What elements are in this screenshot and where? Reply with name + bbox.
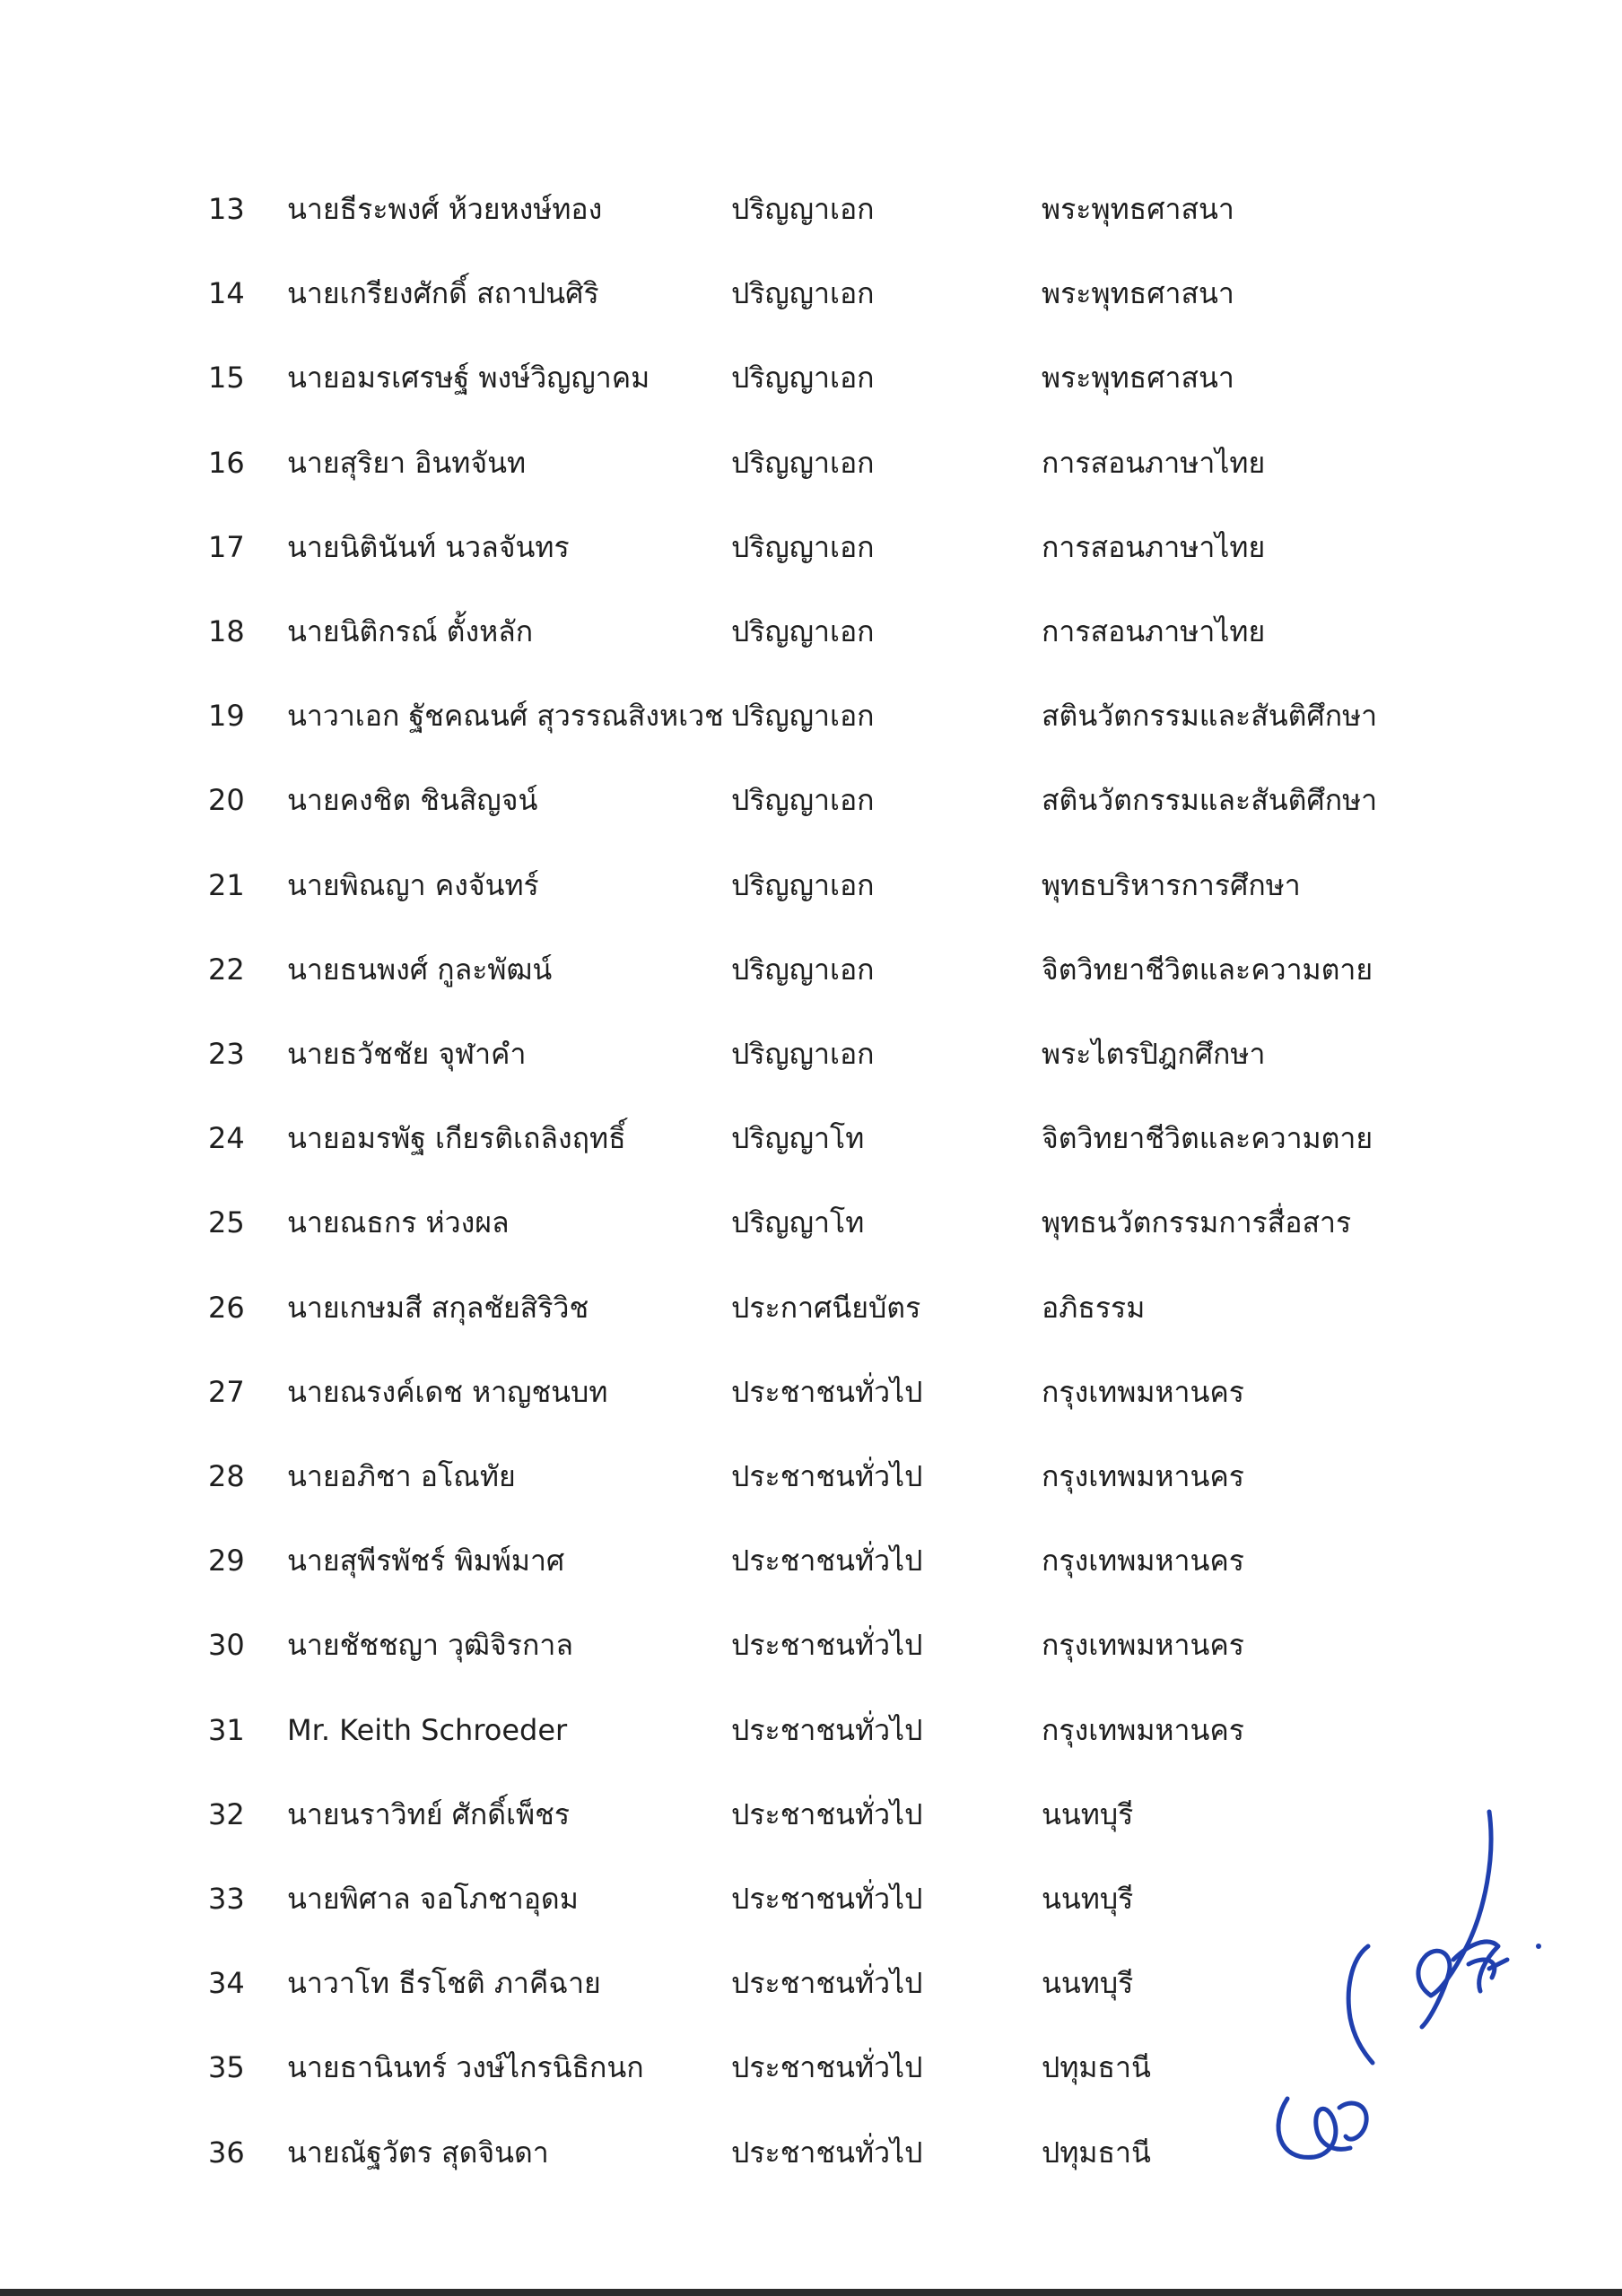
field-of-study: พระพุทธศาสนา [1042,192,1234,226]
row-number: 34 [208,1966,245,2000]
row-number: 28 [208,1459,245,1493]
row-number: 33 [208,1882,245,1916]
list-row [0,689,1622,743]
scan-bottom-edge [0,2289,1622,2296]
field-of-study: อภิธรรม [1042,1291,1146,1325]
degree-level: ประชาชนทั่วไป [731,1966,923,2000]
field-of-study: พระพุทธศาสนา [1042,276,1234,310]
field-of-study: จิตวิทยาชีวิตและความตาย [1042,952,1373,987]
person-name: นายพิศาล จอโภชาอุดม [287,1882,579,1916]
field-of-study: พุทธบริหารการศึกษา [1042,868,1301,902]
row-number: 24 [208,1121,245,1155]
person-name: นายณัฐวัตร สุดจินดา [287,2135,549,2170]
degree-level: ปริญญาเอก [731,952,875,987]
list-row [0,1027,1622,1081]
row-number: 14 [208,276,245,310]
row-number: 23 [208,1037,245,1071]
list-row [0,858,1622,912]
field-of-study: ปทุมธานี [1042,2135,1151,2170]
row-number: 20 [208,783,245,817]
person-name: นายนิตินันท์ นวลจันทร [287,530,570,564]
row-number: 21 [208,868,245,902]
person-name: นายสุพีรพัชร์ พิมพ์มาศ [287,1544,565,1578]
person-name: นายธีระพงศ์ ห้วยหงษ์ทอง [287,192,603,226]
list-row [0,1196,1622,1249]
person-name: นายอมรพัฐ เกียรติเถลิงฤทธิ์ [287,1121,626,1155]
field-of-study: ปทุมธานี [1042,2050,1151,2084]
field-of-study: นนทบุรี [1042,1966,1134,2000]
degree-level: ปริญญาเอก [731,276,875,310]
field-of-study: การสอนภาษาไทย [1042,614,1266,648]
person-name: นายธานินทร์ วงษ์ไกรนิธิกนก [287,2050,644,2084]
person-name: Mr. Keith Schroeder [287,1713,568,1747]
field-of-study: กรุงเทพมหานคร [1042,1628,1244,1662]
person-name: นายอภิชา อโณทัย [287,1459,516,1493]
list-row [0,1365,1622,1419]
field-of-study: กรุงเทพมหานคร [1042,1375,1244,1409]
degree-level: ประชาชนทั่วไป [731,1628,923,1662]
list-row [0,943,1622,996]
field-of-study: สตินวัตกรรมและสันติศึกษา [1042,699,1378,733]
person-name: นายสุริยา อินทจันท [287,446,527,480]
field-of-study: จิตวิทยาชีวิตและความตาย [1042,1121,1373,1155]
list-row [0,520,1622,574]
person-name: นายอมรเศรษฐ์ พงษ์วิญญาคม [287,361,650,395]
degree-level: ปริญญาโท [731,1205,865,1239]
list-row [0,351,1622,404]
person-name: นายนิติกรณ์ ตั้งหลัก [287,614,534,648]
degree-level: ประชาชนทั่วไป [731,1375,923,1409]
degree-level: ปริญญาเอก [731,192,875,226]
person-name: นายณรงค์เดช หาญชนบท [287,1375,608,1409]
list-row [0,182,1622,236]
field-of-study: กรุงเทพมหานคร [1042,1544,1244,1578]
row-number: 35 [208,2050,245,2084]
list-row [0,1449,1622,1503]
person-name: นายนราวิทย์ ศักดิ์เพ็ชร [287,1797,571,1831]
row-number: 15 [208,361,245,395]
person-name: นายเกรียงศักดิ์ สถาปนศิริ [287,276,599,310]
degree-level: ประชาชนทั่วไป [731,1797,923,1831]
degree-level: ประกาศนียบัตร [731,1291,921,1325]
field-of-study: นนทบุรี [1042,1882,1134,1916]
list-row [0,773,1622,827]
list-row [0,1618,1622,1672]
degree-level: ประชาชนทั่วไป [731,1713,923,1747]
list-row [0,1703,1622,1757]
degree-level: ปริญญาเอก [731,699,875,733]
row-number: 26 [208,1291,245,1325]
list-row [0,266,1622,320]
person-name: นายพิณญา คงจันทร์ [287,868,539,902]
person-name: นายณธกร ห่วงผล [287,1205,510,1239]
degree-level: ปริญญาเอก [731,783,875,817]
row-number: 30 [208,1628,245,1662]
degree-level: ปริญญาเอก [731,446,875,480]
person-name: นาวาโท ธีรโชติ ภาคีฉาย [287,1966,601,2000]
degree-level: ปริญญาโท [731,1121,865,1155]
person-name: นาวาเอก ฐัชคณนศ์ สุวรรณสิงหเวช [287,699,724,733]
person-name: นายธวัชชัย จุฬาคำ [287,1037,527,1071]
list-row [0,604,1622,658]
person-name: นายชัชชญา วุฒิจิรกาล [287,1628,573,1662]
row-number: 13 [208,192,245,226]
field-of-study: การสอนภาษาไทย [1042,446,1266,480]
row-number: 31 [208,1713,245,1747]
row-number: 25 [208,1205,245,1239]
list-row [0,1281,1622,1335]
field-of-study: สตินวัตกรรมและสันติศึกษา [1042,783,1378,817]
field-of-study: นนทบุรี [1042,1797,1134,1831]
list-row [0,1111,1622,1165]
degree-level: ปริญญาเอก [731,361,875,395]
field-of-study: การสอนภาษาไทย [1042,530,1266,564]
row-number: 36 [208,2135,245,2170]
degree-level: ปริญญาเอก [731,530,875,564]
row-number: 19 [208,699,245,733]
degree-level: ปริญญาเอก [731,1037,875,1071]
row-number: 22 [208,952,245,987]
handwritten-signature [1260,1803,1583,2206]
person-name: นายธนพงศ์ กูละพัฒน์ [287,952,553,987]
list-row [0,436,1622,490]
field-of-study: พระพุทธศาสนา [1042,361,1234,395]
row-number: 16 [208,446,245,480]
row-number: 32 [208,1797,245,1831]
degree-level: ประชาชนทั่วไป [731,1882,923,1916]
field-of-study: พุทธนวัตกรรมการสื่อสาร [1042,1205,1352,1239]
list-row [0,1534,1622,1587]
person-name: นายคงชิต ชินสิญจน์ [287,783,538,817]
degree-level: ปริญญาเอก [731,868,875,902]
degree-level: ประชาชนทั่วไป [731,1459,923,1493]
row-number: 18 [208,614,245,648]
field-of-study: กรุงเทพมหานคร [1042,1459,1244,1493]
row-number: 17 [208,530,245,564]
degree-level: ปริญญาเอก [731,614,875,648]
row-number: 29 [208,1544,245,1578]
person-name: นายเกษมสี สกุลชัยสิริวิช [287,1291,589,1325]
field-of-study: กรุงเทพมหานคร [1042,1713,1244,1747]
degree-level: ประชาชนทั่วไป [731,1544,923,1578]
degree-level: ประชาชนทั่วไป [731,2050,923,2084]
degree-level: ประชาชนทั่วไป [731,2135,923,2170]
field-of-study: พระไตรปิฎกศึกษา [1042,1037,1266,1071]
row-number: 27 [208,1375,245,1409]
